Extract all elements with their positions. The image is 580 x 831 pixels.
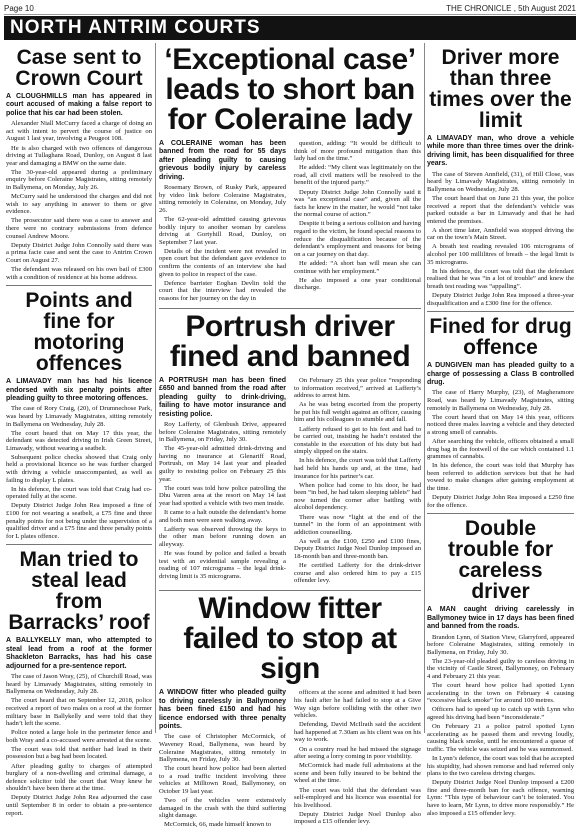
paragraph: There was now “light at the end of the tunnel” in the form of an appointment with addiction counselling. [294,513,421,536]
paragraph: Despite it being a serious collision and having regard to the victim, he found special reasons to reduce the disqualification because of the defendant’s employment and reasons for being on a car journey on that day. [294,220,421,258]
paragraph: After searching the vehicle, officers obtained a small drug bag in the footwell of the car which contained 1.1 grammes of cannabis. [427,438,574,461]
column-rule [424,43,425,733]
intro: A PORTRUSH man has been fined £650 and banned from the road after pleading guilty to drink-driving, failing to have motor insurance and resisting police. [159,376,286,418]
text-column-right [294,689,421,830]
middle-column [159,43,422,829]
page-header-bar [4,2,576,15]
paragraph: McCormick, 66, made himself known to [164,821,272,829]
paragraph: The court was told how police patrolling the Dhu Varren area at the resort on May 14 last year had spotted a vehicle with two men inside. [159,484,286,507]
paragraph: officers at the scene and admitted it had been his fault after he had failed to stop at a Give Way sign before colliding with the other two vehicles. [294,689,421,720]
paragraph: McCormick had made full admissions at the scene and been fully insured to be behind the wheel at the time. [294,762,421,785]
intro: A LIMAVADY man has had his licence endorsed with six penalty points after pleading guilty to three motoring offences. [6,378,152,402]
paragraph: Officers had to speed up to catch up with Lynn who agreed his driving had been “inconsiderate.” [427,706,574,721]
article-barracks-roof [6,549,152,817]
headline: Fined for drug offence [429,315,572,360]
text-column-right [294,140,421,304]
divider [159,308,421,309]
paragraph: The court heard that on May 14 this year, officers noticed three males leaving a vehicle and they detected a strong smell of cannabis. [427,413,574,436]
paragraph: Police noted a large hole in the perimeter fence and both Wray and a co-accused were arrested at the scene. [6,729,152,744]
paragraph: On February 21 a police patrol spotted Lynn accelerating as he passed them and revving loudly, causing black smoke, until he encountered a queue of traffic. The vehicle was seized and he was summonsed. [427,723,574,753]
text-column-left [159,689,286,830]
article-points-fine [6,290,152,540]
paragraph: The defendant was released on his own bail of £300 with a condition of residence at his home address. [6,265,152,281]
divider [427,311,574,312]
paragraph: McCurry said he understood the charges and did not wish to say anything in answer to them or give evidence. [6,193,152,216]
article-drug-offence [427,316,574,509]
paragraph: The case of Christopher McCormick, of Waveney Road, Ballymena, was heard by Coleraine Magistrates, sitting remotely in Ballymena, on Friday, July 30. [159,733,286,764]
paragraph: Brandon Lynn, of Station View, Glarryford, appeared before Coleraine Magistrates, sitting remotely in Ballymena, on Friday, July 30. [427,633,574,656]
paragraph: Deputy District Judge John Connolly said it was “an exceptional case” and, given all the facts he knew in the matter, he would “not take the normal course of action.” [294,188,421,219]
paragraph: The court heard that on May 17 this year, the defendant was detected driving in Irish Green Street, Limavady, without wearing a seatbelt. [6,429,152,452]
paragraph: He is also charged with two offences of dangerous driving at Tullaghans Road, Dunloy, on August 8 last year and damaging a BMW on the same date. [6,144,152,167]
paragraph: Deputy District Judge Noel Dunlop also imposed a £15 offender levy. [294,810,421,826]
intro: A COLERAINE woman has been banned from the road for 55 days after pleading guilty to causing grievous bodily injury by careless driving. [159,140,286,181]
article-body [159,140,421,304]
article-exceptional-case [159,45,421,304]
paragraph: Deputy District Judge John Connolly said there was a prima facie case and sent the case to Antrim Crown Court on August 27. [6,241,152,264]
text-column-left [159,377,286,586]
paragraph: He added: “My client was legitimately on the road, all civil matters will be resolved to the benefit of the injured party.” [294,164,421,187]
intro: A BALLYKELLY man, who attempted to steal lead from a roof at the former Shackleton Barracks, has had his case adjourned for a pre-sentence report. [6,637,152,670]
paragraph: He also imposed a one year conditional discharge. [294,276,421,292]
paragraph: The case of Steven Annfield, (31), of Hill Close, was heard by Limavady Magistrates, sitting remotely in Ballymena on Wednesday, July 28. [427,170,574,193]
headline: Double trouble for careless driver [448,517,553,604]
paragraph: The 23-year-old pleaded guilty to careless driving in the vicinity of Castle Street, Ballymoney, on February 4 and February 21 this year. [427,657,574,681]
paragraph: After pleading guilty to charges of attempted burglary of a non-dwelling and criminal damage, a defence solicitor told the court that Wray knew he shouldn’t have been there at the time. [6,762,152,793]
paragraph: Defending, David McIlrath said the accident had happened at 7.30am as his client was on his way to work. [294,721,421,744]
article-portrush-driver [159,309,422,586]
paragraph: On a country road he had missed the signage after seeing a lorry coming in poor visibility. [294,745,421,761]
text-column-right [294,377,421,586]
paragraph: In his defence, the court was told that Lafferty had held his hands up and, at the time, had insurance for his partner’s car. [294,457,422,480]
paragraph: The prosecutor said there was a case to answer and there were no contrary submissions from defence counsel Andrew Moore. [6,217,152,240]
headline: Window fitter failed to stop at sign [183,592,397,686]
paragraph: The 62-year-old admitted causing grievous bodily injury to another woman by careless driving at Gortyhill Road, Dunloy, on September 7 last year. [159,215,286,246]
paragraph: When police had come to his door, he had been “in bed, he had taken sleeping tablets” had now turned the corner after battling with alcohol dependency. [294,481,421,512]
headline: Driver more than three times over the limit [429,46,572,132]
left-column [6,43,152,817]
paragraph: A breath test reading revealed 106 micrograms of alcohol per 100 millilitres of breath – the legal limit is 35 micrograms. [427,243,574,266]
paragraph: Deputy District Judge John Rea imposed a fine of £100 for not wearing a seatbelt, a £75 fine and three penalty points for not being under the supervision of a qualified driver and a £75 fine and three penalty points for L plates offence. [6,502,152,540]
paragraph: He certified Lafferty for the drink-driver course and also ordered him to pay a £15 offender levy. [294,562,421,585]
headline: Points and fine for motoring offences [25,289,133,376]
right-column [427,43,574,817]
paragraph: As well as the £100, £250 and £100 fines, Deputy District Judge Noel Dunlop imposed an 18-month ban and three-month ban. [294,537,421,560]
intro: A DUNGIVEN man has pleaded guilty to a charge of possessing a Class B controlled drug. [427,362,574,387]
paragraph: Two of the vehicles were extensively damaged in the crash with the third suffering slight damage. [159,797,286,820]
paragraph: Lafferty refused to get to his feet and had to be carried out, insisting he hadn’t resisted the constable in the execution of his duty but had simply slipped on the stairs. [294,425,421,456]
paragraph: In his defence, the court was told that Murphy has been referred to addiction services but that he had vowed to make changes after gaining employment at the time. [427,462,574,493]
paragraph: The court was told that neither had lead in their possession but a bag had been located. [6,745,152,761]
divider [427,513,574,514]
paragraph: The case of Harry Murphy, (23), of Magheramore Road, was heard by Limavady Magistrates, sitting remotely in Ballymena on Wednesday, July 28. [427,389,574,412]
paragraph: The court heard that on June 21 this year, the police received a report that the defendant’s vehicle was parked outside a bar in Limavady and that he had entered the premises. [427,194,574,225]
intro: A LIMAVADY man, who drove a vehicle while more than three times over the drink-driving limit, has been disqualified for three years. [427,135,574,168]
divider [6,544,152,545]
intro: A MAN caught driving carelessly in Ballymoney twice in 17 days has been fined and banned from the roads. [427,606,574,631]
intro: A CLOUGHMILLS man has appeared in court accused of making a false report to police that his car had been stolen. [6,93,152,117]
headline: Portrush driver fined and banned [169,309,411,373]
column-rule [155,43,156,733]
paragraph: The court was told that the defendant was self-employed and his licence was essential for his livelihood. [294,786,421,809]
divider [159,590,421,591]
article-three-times-limit [427,47,574,307]
dateline: THE CHRONICLE , 5th August 2021 [446,3,576,13]
paragraph: Defence barrister Eoghan Devlin told the court that the interview had revealed the reasons for her journey on the day in [159,279,286,302]
paragraph: He added: “A short ban will mean she can continue with her employment.” [294,259,421,275]
paragraph: Rosemary Brown, of Rusky Park, appeared by video link before Coleraine Magistrates, sitting remotely in Coleraine, on Monday, July 26. [159,184,286,214]
article-window-fitter [159,594,421,830]
article-body [159,377,421,586]
paragraph: The court heard how police had been alerted to a road traffic incident involving three vehicles at Milltown Road, Ballymoney, on October 19 last year. [159,765,286,796]
paragraph: The case of Jason Wray, (25), of Churchill Road, was heard by Limavady Magistrates, sitting remotely in Ballymena on Wednesday, July 28. [6,673,152,696]
article-crown-court [6,47,152,281]
headline: Case sent to Crown Court [15,46,143,90]
paragraph: Alexander Niall McCurry faced a charge of doing an act with intent to pervert the course of justice on August 1 last year, involving a Peugeot 108. [6,120,152,143]
paragraph: Deputy District Judge John Rea adjourned the case until September 8 in order to obtain a pre-sentence report. [6,794,152,817]
paragraph: Details of the incident were not revealed in open court but the defendant gave evidence to confirm the contents of an interview she had given to police in respect of the case. [159,247,286,278]
paragraph: The case of Rory Craig, (20), of Drumnechose Park, was heard by Limavady Magistrates, sitting remotely in Ballymena on Wednesday, July 28. [6,405,152,428]
divider [6,285,152,286]
intro: A WINDOW fitter who pleaded guilty to driving carelessly in Ballymoney has been fined £150 and had his licence endorsed with three penalty points. [159,689,286,730]
paragraph: He was found by police and failed a breath test with an evidential sample revealing a reading of 107 micrograms – the legal drink-driving limit is 35 micrograms. [159,549,286,580]
paragraph: question, adding: “It would be difficult to think of more profound mitigation than this lady had on the time.” [294,140,421,163]
paragraph: Roy Lafferty, of Glenbush Drive, appeared before Coleraine Magistrates, sitting remotely in Ballymena, on Friday, July 30. [159,420,286,444]
section-banner: NORTH ANTRIM COURTS [4,16,576,40]
paragraph: In his defence, the court was told that Craig had co-operated fully at the scene. [6,485,152,501]
article-body [159,689,421,830]
paragraph: The court heard that on September 12, 2018, police received a report of two males on a roof at the former military base in Ballykelly and were told that they hadn’t left the scene. [6,697,152,728]
paragraph: On February 25 this year police “responding to information received,” arrived at Lafferty’s address to arrest him. [294,376,421,400]
paragraph: The court heard how police had spotted Lynn accelerating in the town on February 4 causing “excessive black smoke” for around 100 metres. [427,682,574,705]
paragraph: Deputy District Judge John Rea imposed a £250 fine for the offence. [427,494,574,509]
paragraph: In his defence, the court was told that the defendant realised that he was “in a lot of trouble” and knew the breath test reading was “appalling”. [427,267,574,290]
paragraph: Deputy District Judge John Rea imposed a three-year disqualification and a £300 fine for the offence. [427,292,574,307]
paragraph: A short time later, Annfield was stopped driving the car on the town’s Main Street. [427,226,574,242]
text-column-left [159,140,286,304]
paragraph: It came to a halt outside the defendant’s home and both men were seen walking away. [159,509,286,524]
page-number: Page 10 [4,3,34,13]
paragraph: The 45-year-old admitted drink-driving and having no insurance at Glenariff Road, Portrush, on May 14 last year and pleaded guilty to resisting police on February 25 this year. [159,445,286,483]
headline: Man tried to steal lead from Barracks’ roof [8,548,150,635]
paragraph: The 30-year-old appeared during a preliminary enquiry before Coleraine Magistrates, sitting remotely in Ballymena, on Monday, July 26. [6,168,152,191]
paragraph: Deputy District Judge Noel Dunlop imposed a £200 fine and three-month ban for each offence, warning Lynn: “This type of behaviour can’t be tolerated. You have to learn, Mr Lynn, to drive more responsibly.” He also imposed a £15 offender levy. [427,779,574,817]
paragraph: In Lynn’s defence, the court was told that he accepted his stupidity, had shown remorse and had referred only plans to the two careless driving charges. [427,754,574,778]
paragraph: Subsequent police checks showed that Craig only held a provisional licence so he was further charged with driving a vehicle unaccompanied, as well as failing to display L plates. [6,453,152,484]
paragraph: Lafferty was observed throwing the keys to the other man before running down an alleyway. [159,525,286,548]
paragraph: As he was being escorted from the property he put his full weight against an officer, causing him and his colleagues to stumble and fall. [294,401,421,424]
article-double-trouble [427,518,574,817]
headline: ‘Exceptional case’ leads to short ban for Coleraine lady [164,43,416,136]
